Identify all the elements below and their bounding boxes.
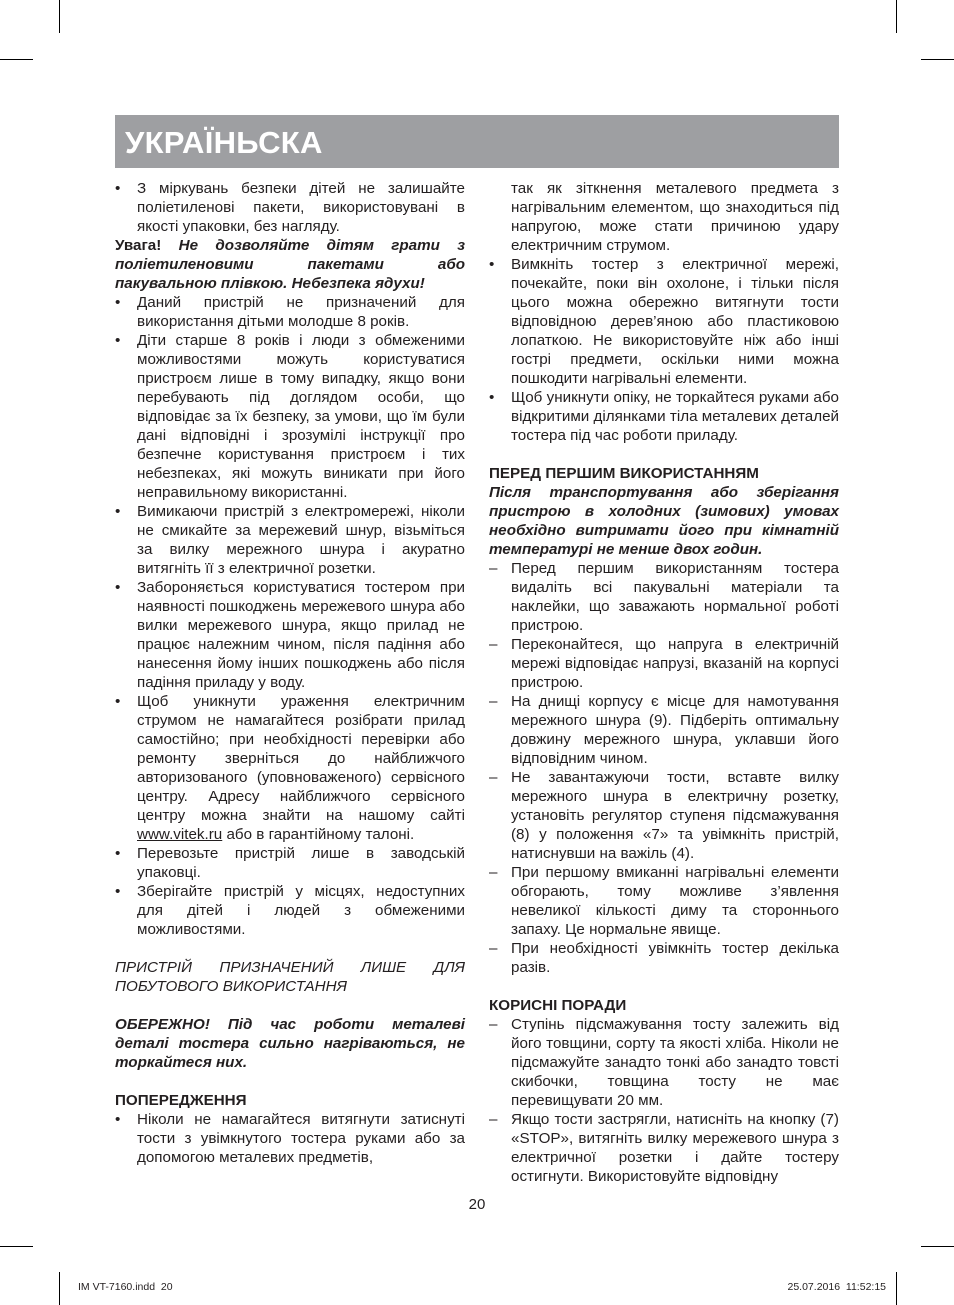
crop-mark	[921, 59, 954, 60]
website-link[interactable]: www.vitek.ru	[137, 826, 223, 843]
list-item: – При першому вмиканні нагрівальні елементи обгорають, тому можливе з’явлення невеликої кількості диму та стороннього запаху. Це нормальне явище.	[489, 864, 839, 938]
list-item: – Ступінь підсмажування тосту залежить від його товщини, сорту та якості хліба. Ніколи не підсмажуйте занадто тонкі або занадто товсті скибочки, товщина тосту не має перевищувати 20 мм.	[489, 1016, 839, 1109]
crop-mark	[0, 59, 33, 60]
caution-note: ОБЕРЕЖНО! Під час роботи металеві деталі тостера сильно нагріваються, не торкайтеся них.	[115, 1016, 465, 1071]
list-item: • Перевозьте пристрій лише в заводській упаковці.	[115, 845, 465, 881]
list-item: • Вимикаючи пристрій з електромережі, ніколи не смикайте за мережевий шнур, візьміться за вилку мережного шнура і акуратно витягніть її з електричної розетки.	[115, 503, 465, 577]
list-item: • Забороняється користуватися тостером при наявності пошкоджень мережевого шнура або вилки мережевого шнура, якщо прилад не працює належним чином, після падіння або нанесення йому інших пошкоджень або після падіння приладу у воду.	[115, 579, 465, 691]
crop-mark	[921, 1246, 954, 1247]
list-item: • Вимкніть тостер з електричної мережі, почекайте, поки він охолоне, і тільки після цього можна обережно витягнути тости відповідною дерев’яною або пластиковою лопаткою. Не використовуйте ніж або інші гострі предмети, оскільки ними можна пошкодити нагрівальні елементи.	[489, 256, 839, 387]
warning-note: Увага! Не дозволяйте дітям грати з поліетиленовими пакетами або пакувальною плівкою. Небезпека ядухи!	[115, 237, 465, 292]
list-item-continued: так як зіткнення металевого предмета з нагрівальним елементом, що знаходиться під напругою, може стати причиною удару електричним струмом.	[511, 180, 839, 254]
footer-page: 20	[160, 1281, 173, 1293]
page-number: 20	[468, 1196, 486, 1213]
first-use-note: Після транспортування або зберігання пристрою в холодних (зимових) умовах необхідно витримати його при кімнатній температурі не менше двох годин.	[489, 484, 839, 558]
section-heading-first-use: ПЕРЕД ПЕРШИМ ВИКОРИСТАННЯМ	[489, 465, 759, 482]
list-item: – При необхідності увімкніть тостер декілька разів.	[489, 940, 839, 976]
crop-mark	[59, 1272, 60, 1305]
list-item: – Перед першим використанням тостера видаліть всі пакувальні матеріали та наклейки, що заважають нормальної роботі пристрою.	[489, 560, 839, 634]
list-item: • Щоб уникнути опіку, не торкайтеся руками або відкритими ділянками тіла металевих деталей тостера під час роботи приладу.	[489, 389, 839, 444]
footer-date: 25.07.2016	[787, 1281, 841, 1293]
list-item: – Переконайтеся, що напруга в електричній мережі відповідає напрузі, вказаній на корпусі пристрою.	[489, 636, 839, 691]
list-item: • Даний пристрій не призначений для використання дітьми молодше 8 років.	[115, 294, 465, 330]
crop-mark	[0, 1246, 33, 1247]
footer-timestamp	[788, 1281, 887, 1293]
list-item: • Зберігайте пристрій у місцях, недоступних для дітей і людей з обмеженими можливостями.	[115, 883, 465, 938]
household-note: ПРИСТРІЙ ПРИЗНАЧЕНИЙ ЛИШЕ ДЛЯ ПОБУТОВОГО ВИКОРИСТАННЯ	[115, 959, 465, 995]
crop-mark	[896, 1272, 897, 1305]
right-column	[489, 179, 839, 1186]
list-item: – На днищі корпусу є місце для намотування мережного шнура (9). Підберіть оптимальну довжину мережного шнура, уклавши його відповідним чином.	[489, 693, 839, 767]
list-item: • Щоб уникнути ураження електричним струмом не намагайтеся розібрати прилад самостійно; при необхідності перевірки або ремонту зверніться до найближчого авторизованого (уповноваженого) сервісного центру. Адресу найближчого сервісного центру можна знайти на нашому сайті www.vitek.ru або в гарантійному талоні.	[115, 693, 465, 843]
list-item: – Якщо тости застрягли, натисніть на кнопку (7) «STOP», витягніть вилку мережевого шнура з електричної розетки і дайте тостеру остигнути. Використовуйте відповідну	[489, 1111, 839, 1185]
list-item: • Діти старше 8 років і люди з обмеженими можливостями можуть користуватися пристроєм лише в тому випадку, якщо вони перебувають під доглядом особи, що відповідає за їх безпеку, за умови, що їм були дані відповідні і зрозумілі інструкції про безпечне користування пристроєм і тих небезпеках, які можуть виникати при його неправильному використанні.	[115, 332, 465, 501]
left-column	[115, 179, 465, 1167]
section-heading-warnings: ПОПЕРЕДЖЕННЯ	[115, 1092, 247, 1109]
footer-filename: IM VT-7160.indd	[78, 1281, 156, 1293]
language-banner	[115, 115, 839, 168]
footer-file	[78, 1281, 173, 1293]
list-item: – Не завантажуючи тости, вставте вилку мережного шнура в електричну розетку, установіть регулятор ступеня підсмажування (8) у положення «7» та увімкніть пристрій, натиснувши на важіль (4).	[489, 769, 839, 862]
list-item: • Ніколи не намагайтеся витягнути затиснуті тости з увімкнутого тостера руками або за допомогою металевих предметів,	[115, 1111, 465, 1166]
page-title: УКРАЇНЬСКА	[125, 125, 323, 160]
crop-mark	[59, 0, 60, 33]
footer-time: 11:52:15	[845, 1281, 886, 1293]
section-heading-tips: КОРИСНІ ПОРАДИ	[489, 997, 627, 1014]
list-item: • З міркувань безпеки дітей не залишайте поліетиленові пакети, використовувані в якості упаковки, без нагляду.	[115, 180, 465, 235]
crop-mark	[896, 0, 897, 33]
bullet-mark: •	[115, 180, 121, 197]
